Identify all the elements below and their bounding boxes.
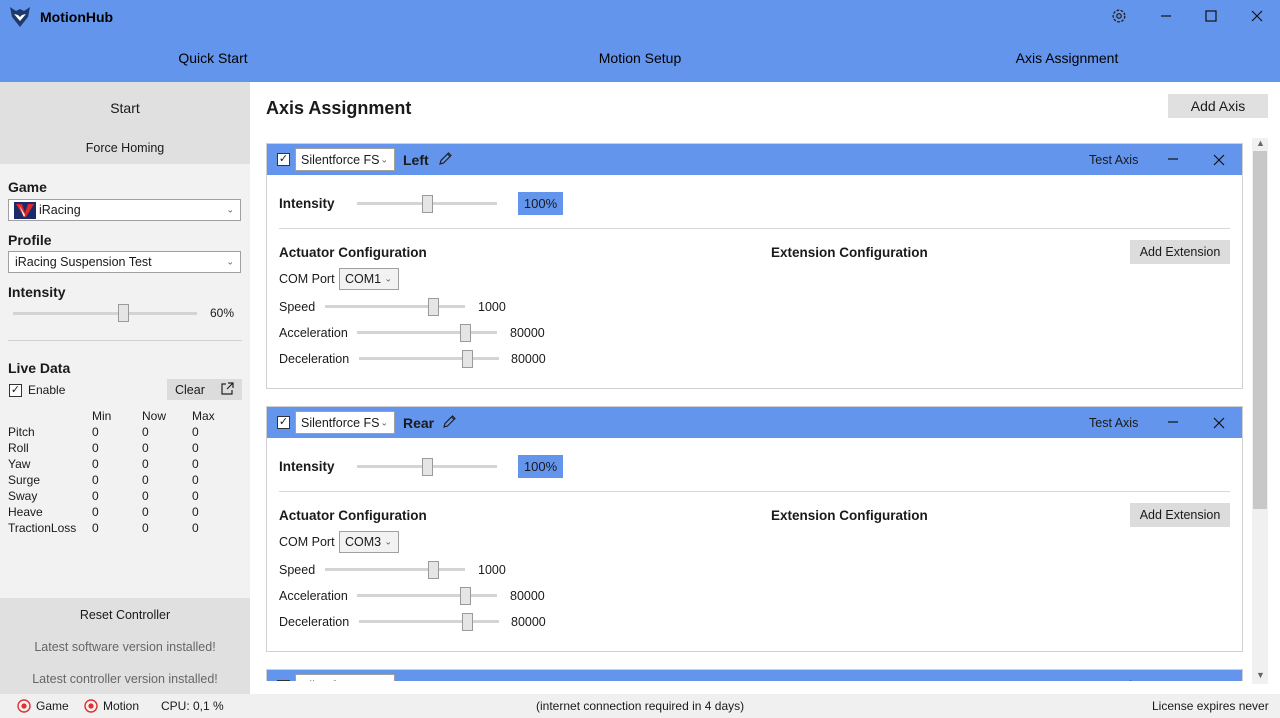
metric-max: 0 — [192, 505, 199, 519]
scrollbar[interactable] — [1252, 138, 1268, 684]
game-status-label: Game — [36, 699, 69, 713]
enable-label: Enable — [28, 383, 66, 397]
axis-header — [267, 407, 1242, 438]
chevron-down-icon: ⌄ — [226, 204, 234, 215]
gear-icon — [1110, 7, 1128, 25]
profile-select[interactable] — [8, 251, 241, 273]
chevron-down-icon: ⌄ — [384, 536, 392, 547]
enable-checkbox[interactable]: ✓ — [10, 384, 21, 396]
app-title: MotionHub — [40, 9, 114, 25]
metric-max: 0 — [192, 457, 199, 471]
acceleration-value: 80000 — [510, 326, 545, 340]
axis-intensity-value[interactable]: 100% — [518, 192, 563, 215]
axis-intensity-slider-thumb[interactable] — [422, 195, 433, 213]
motion-status-label: Motion — [103, 699, 140, 713]
com-port-select[interactable] — [339, 268, 399, 290]
start-button[interactable]: Start — [0, 82, 250, 124]
deceleration-label: Deceleration — [279, 615, 350, 629]
axis-card — [266, 406, 1243, 652]
live-data-row — [8, 441, 248, 457]
metric-max: 0 — [192, 441, 199, 455]
extension-config-title: Extension Configuration — [771, 508, 928, 523]
software-version-status: Latest software version installed! — [34, 640, 216, 654]
live-data-row — [8, 489, 248, 505]
metric-name: Pitch — [8, 425, 35, 439]
metric-name: Heave — [8, 505, 43, 519]
metric-max: 0 — [192, 473, 199, 487]
column-header: Max — [192, 409, 215, 423]
metric-now: 0 — [142, 489, 149, 503]
axis-name: Rear — [403, 415, 435, 431]
fox-logo-icon — [8, 5, 32, 29]
axis-enable-checkbox[interactable]: ✓ — [278, 153, 289, 165]
minimize-icon[interactable] — [1167, 417, 1179, 429]
deceleration-value: 80000 — [511, 615, 546, 629]
acceleration-slider-track[interactable] — [357, 331, 497, 334]
live-data-header — [8, 409, 248, 425]
profile-label: Profile — [8, 232, 52, 248]
page-title: Axis Assignment — [266, 98, 412, 118]
axis-header — [267, 144, 1242, 175]
profile-value: iRacing Suspension Test — [15, 255, 152, 269]
close-icon — [1251, 10, 1263, 22]
maximize-icon — [1205, 10, 1217, 22]
metric-max: 0 — [192, 425, 199, 439]
status-bar — [0, 694, 1280, 718]
metric-max: 0 — [192, 489, 199, 503]
deceleration-label: Deceleration — [279, 352, 350, 366]
speed-slider-track[interactable] — [325, 568, 465, 571]
metric-name: Surge — [8, 473, 41, 487]
metric-now: 0 — [142, 457, 149, 471]
metric-name: Sway — [8, 489, 38, 503]
com-port-label: COM Port — [279, 272, 335, 286]
intensity-slider-track[interactable] — [13, 312, 197, 315]
axis-name: Left — [403, 152, 429, 168]
speed-label: Speed — [279, 563, 316, 577]
game-value: iRacing — [39, 203, 81, 217]
live-data-row — [8, 505, 248, 521]
live-data-row — [8, 473, 248, 489]
sidebar-footer — [0, 598, 250, 694]
live-data-title: Live Data — [8, 360, 71, 376]
deceleration-slider-thumb[interactable] — [462, 613, 473, 631]
deceleration-slider-track[interactable] — [359, 357, 499, 360]
speed-slider-thumb[interactable] — [428, 561, 439, 579]
acceleration-value: 80000 — [510, 589, 545, 603]
scrollbar-thumb[interactable] — [1253, 151, 1267, 509]
metric-name: TractionLoss — [8, 521, 77, 535]
scroll-up-icon[interactable]: ▲ — [1256, 138, 1265, 148]
metric-name: Roll — [8, 441, 29, 455]
tab-axis-assignment[interactable]: Axis Assignment — [1015, 50, 1119, 66]
metric-max: 0 — [192, 521, 199, 535]
controller-version-status: Latest controller version installed! — [32, 672, 218, 686]
column-header: Min — [92, 409, 112, 423]
com-port-select[interactable] — [339, 531, 399, 553]
acceleration-label: Acceleration — [279, 326, 348, 340]
extension-config-title: Extension Configuration — [771, 245, 928, 260]
clear-label: Clear — [175, 382, 205, 397]
sidebar — [0, 82, 250, 694]
internet-notice: (internet connection required in 4 days) — [536, 699, 745, 713]
force-homing-button[interactable]: Force Homing — [0, 124, 250, 164]
acceleration-slider-thumb[interactable] — [460, 587, 471, 605]
acceleration-label: Acceleration — [279, 589, 348, 603]
tab-quick-start[interactable]: Quick Start — [178, 50, 248, 66]
minimize-button[interactable] — [1154, 4, 1178, 28]
divider — [8, 340, 242, 341]
game-label: Game — [8, 179, 47, 195]
clear-button[interactable] — [167, 379, 242, 400]
metric-min: 0 — [92, 457, 99, 471]
speed-slider-thumb[interactable] — [428, 298, 439, 316]
metric-now: 0 — [142, 441, 149, 455]
axis-card — [266, 143, 1243, 389]
axis-device-select[interactable] — [295, 148, 395, 171]
live-data-row — [8, 457, 248, 473]
divider — [279, 228, 1230, 229]
deceleration-value: 80000 — [511, 352, 546, 366]
add-axis-button[interactable]: Add Axis — [1168, 94, 1268, 118]
settings-button[interactable] — [1107, 4, 1131, 28]
deceleration-slider-track[interactable] — [359, 620, 499, 623]
axis-device-value: Silentforce FS — [301, 152, 380, 167]
intensity-value: 60% — [210, 306, 235, 320]
minimize-icon — [1160, 10, 1172, 22]
speed-value: 1000 — [478, 300, 506, 314]
metric-min: 0 — [92, 473, 99, 487]
close-window-button[interactable] — [1245, 4, 1269, 28]
maximize-button[interactable] — [1199, 4, 1223, 28]
metric-min: 0 — [92, 425, 99, 439]
chevron-down-icon: ⌄ — [226, 256, 234, 267]
scroll-down-icon[interactable]: ▼ — [1256, 670, 1265, 680]
com-port-value: COM3 — [345, 535, 382, 549]
live-data-row — [8, 521, 248, 537]
main-panel — [250, 82, 1280, 694]
actuator-config-title: Actuator Configuration — [279, 245, 427, 260]
intensity-slider-thumb[interactable] — [118, 304, 129, 322]
chevron-down-icon: ⌄ — [380, 417, 388, 427]
add-extension-button[interactable]: Add Extension — [1130, 240, 1230, 264]
com-port-value: COM1 — [345, 272, 382, 286]
axis-enable-checkbox[interactable]: ✓ — [278, 416, 289, 428]
chevron-down-icon: ⌄ — [380, 154, 388, 164]
cpu-usage: CPU: 0,1 % — [161, 699, 224, 713]
column-header: Now — [142, 409, 167, 423]
com-port-label: COM Port — [279, 535, 335, 549]
license-status: License expires never — [1152, 699, 1269, 713]
test-axis-button[interactable]: Test Axis — [1089, 153, 1139, 167]
acceleration-slider-track[interactable] — [357, 594, 497, 597]
tab-motion-setup[interactable]: Motion Setup — [598, 50, 682, 66]
pencil-icon[interactable] — [438, 151, 453, 166]
metric-now: 0 — [142, 425, 149, 439]
speed-label: Speed — [279, 300, 316, 314]
metric-min: 0 — [92, 521, 99, 535]
external-link-icon[interactable] — [220, 382, 234, 396]
divider — [279, 491, 1230, 492]
motion-status-icon — [84, 699, 98, 713]
metric-now: 0 — [142, 473, 149, 487]
chevron-down-icon: ⌄ — [384, 273, 392, 284]
acceleration-slider-thumb[interactable] — [460, 324, 471, 342]
metric-min: 0 — [92, 505, 99, 519]
live-data-row — [8, 425, 248, 441]
intensity-label: Intensity — [279, 196, 335, 211]
game-select[interactable] — [8, 199, 241, 221]
axis-intensity-slider-thumb[interactable] — [422, 458, 433, 476]
title-bar — [0, 0, 1280, 82]
iracing-logo-icon — [14, 202, 36, 219]
speed-value: 1000 — [478, 563, 506, 577]
deceleration-slider-thumb[interactable] — [462, 350, 473, 368]
viewport-mask — [250, 681, 1280, 694]
close-icon[interactable] — [1213, 154, 1225, 166]
metric-min: 0 — [92, 441, 99, 455]
metric-now: 0 — [142, 521, 149, 535]
test-axis-button[interactable]: Test Axis — [1089, 416, 1139, 430]
intensity-label: Intensity — [8, 284, 66, 300]
axis-device-value: Silentforce FS — [301, 415, 380, 430]
axis-device-select[interactable] — [295, 411, 395, 434]
actuator-config-title: Actuator Configuration — [279, 508, 427, 523]
intensity-label: Intensity — [279, 459, 335, 474]
game-status-icon — [17, 699, 31, 713]
add-extension-button[interactable]: Add Extension — [1130, 503, 1230, 527]
axis-intensity-value[interactable]: 100% — [518, 455, 563, 478]
pencil-icon[interactable] — [442, 414, 457, 429]
speed-slider-track[interactable] — [325, 305, 465, 308]
metric-now: 0 — [142, 505, 149, 519]
minimize-icon[interactable] — [1167, 154, 1179, 166]
metric-min: 0 — [92, 489, 99, 503]
reset-controller-button[interactable]: Reset Controller — [79, 608, 171, 622]
metric-name: Yaw — [8, 457, 31, 471]
close-icon[interactable] — [1213, 417, 1225, 429]
